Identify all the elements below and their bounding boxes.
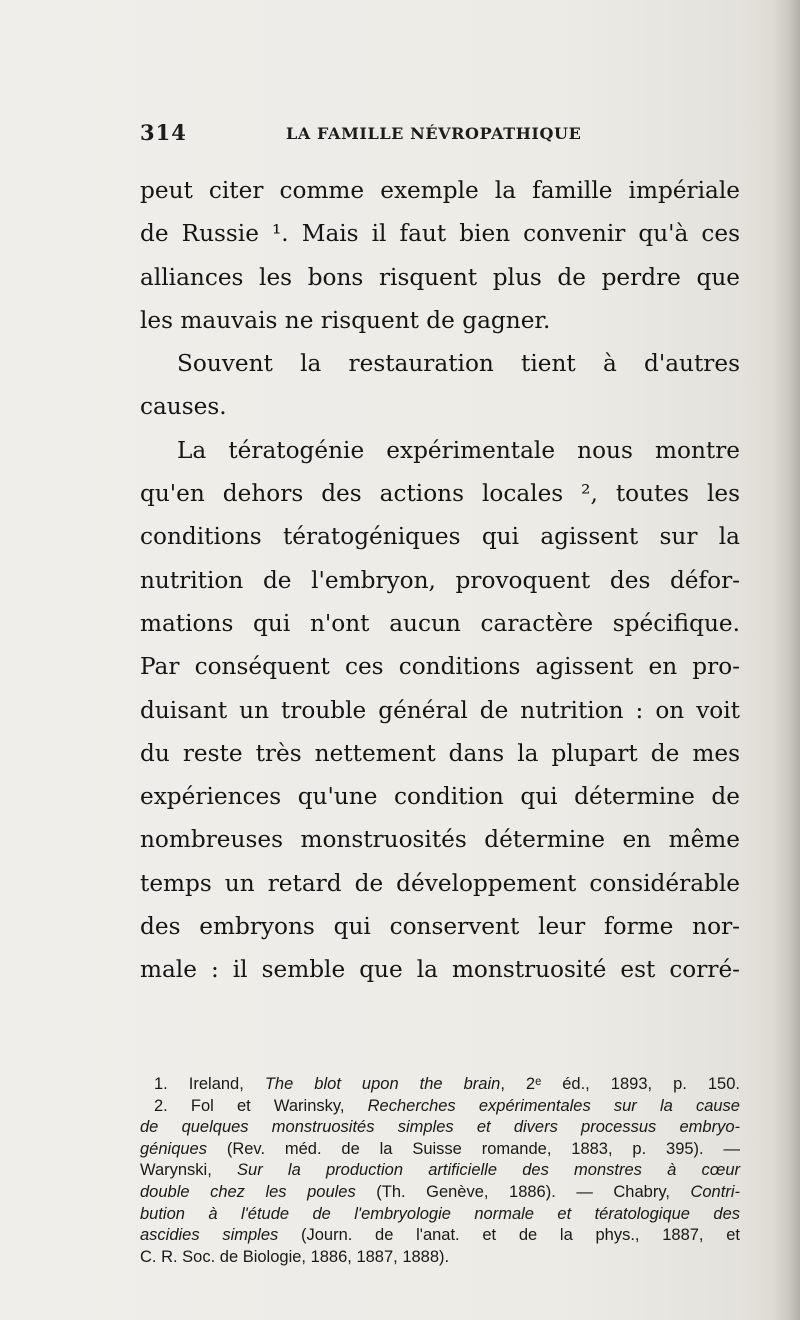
footnote-1 [140,1074,740,1096]
footnote-text: (Rev. méd. de la Suisse romande, 1883, p. 395). — [206,1139,740,1158]
footnote-text: (Journ. de l'anat. et de la phys., 1887, et [278,1226,740,1245]
footnote-2-line [140,1096,740,1118]
footnote-title: Contri- [690,1182,740,1201]
footnote-title: Recherches expérimentales sur la cause [367,1096,740,1115]
text-line: Par conséquent ces conditions agissent en pro- [140,653,740,681]
footnote-2-line [140,1117,740,1139]
page-edge-shadow [772,0,800,1320]
footnote-title: double chez les poules [140,1182,356,1201]
text-line: du reste très nettement dans la plupart de mes [140,739,740,767]
footnote-text: Warynski, [140,1161,238,1180]
footnote-text: (Th. Genève, 1886). — Chabry, [355,1182,691,1201]
text-line: alliances les bons risquent plus de perdre que [140,263,740,291]
footnote-text: C. R. Soc. de Biologie, 1886, 1887, 1888). [140,1247,450,1266]
running-header [140,120,740,150]
footnote-title: The blot upon the brain [264,1075,501,1093]
footnote-title: ascidies simples [140,1226,279,1245]
footnote-2-line [140,1182,740,1204]
footnote-2-line [140,1139,740,1161]
text-line: expériences qu'une condition qui détermine de [140,783,740,811]
text-line: de Russie ¹. Mais il faut bien convenir qu'à ces [140,220,740,248]
footnote-2-line [140,1247,740,1269]
text-line: duisant un trouble général de nutrition : on voit [140,696,740,724]
footnotes [140,1074,740,1268]
text-line: peut citer comme exemple la famille impériale [140,177,740,204]
footnote-2-line [140,1204,740,1226]
text-line: causes. [140,393,227,421]
text-line: mations qui n'ont aucun caractère spécifique. [140,609,740,637]
text-line: conditions tératogéniques qui agissent sur la [140,523,740,551]
text-line: nutrition de l'embryon, provoquent des défor- [140,566,740,594]
text-line: temps un retard de développement considérable [140,869,740,897]
footnote-title: géniques [140,1139,207,1158]
footnote-2-line [140,1160,740,1182]
page-number: 314 [140,120,187,145]
text-line: des embryons qui conservent leur forme nor- [140,913,740,941]
footnote-text: 2. Fol et Warinsky, [154,1096,368,1115]
running-title: LA FAMILLE NÉVROPATHIQUE [286,124,582,143]
body-text [140,169,740,992]
text-line: nombreuses monstruosités détermine en même [140,826,740,854]
text-line: qu'en dehors des actions locales ², toutes les [140,480,740,508]
footnote-text: 1. Ireland, [154,1075,265,1093]
text-line: les mauvais ne risquent de gagner. [140,306,551,334]
text-line: Souvent la restauration tient à d'autres [177,350,740,378]
footnote-2-line [140,1225,740,1247]
footnote-text: , 2ᵉ éd., 1893, p. 150. [500,1075,740,1093]
text-line: La tératogénie expérimentale nous montre [177,436,740,464]
text-line: male : il semble que la monstruosité est corré- [140,956,740,984]
footnote-title: bution à l'étude de l'embryologie normale et tératologique des [140,1204,740,1223]
footnote-title: Sur la production artificielle des monstres à cœur [237,1161,740,1180]
footnote-title: de quelques monstruosités simples et divers processus embryo- [140,1118,740,1137]
